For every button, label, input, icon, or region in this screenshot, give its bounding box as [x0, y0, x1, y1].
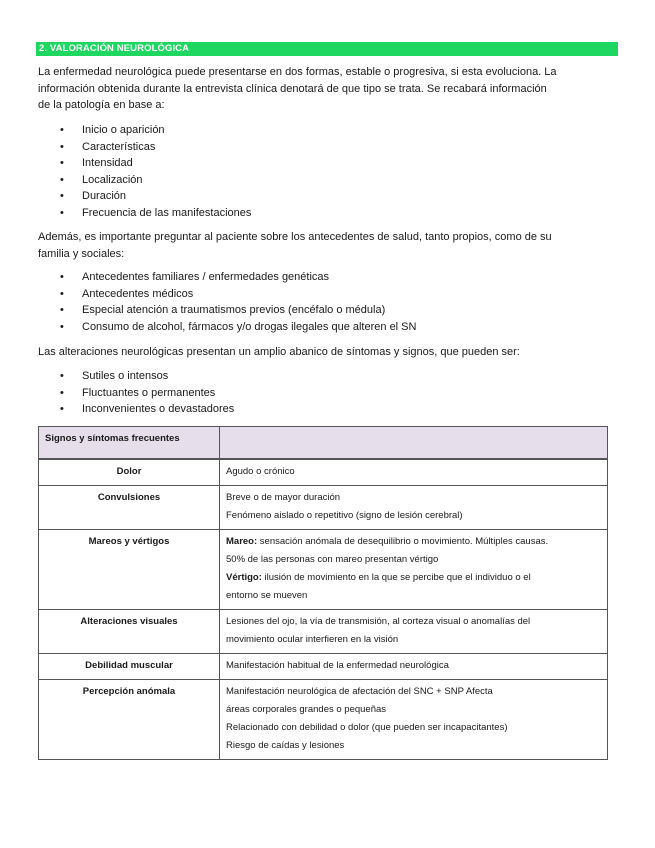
bullet-icon: • [60, 206, 64, 219]
bullet-icon: • [60, 157, 64, 169]
history-line-1: Además, es importante preguntar al paciente sobre los antecedentes de salud, tanto propios, como de su [38, 231, 552, 243]
list-item: • Localización [38, 172, 251, 189]
table-row [39, 680, 608, 760]
intro-line-1: La enfermedad neurológica puede presentarse en dos formas, estable o progresiva, si esta evoluciona. La [38, 66, 557, 78]
pathology-criteria-list [38, 122, 251, 221]
alterations-list [38, 368, 234, 418]
row-label: Convulsiones [39, 486, 220, 530]
list-item: • Características [38, 139, 251, 156]
bullet-icon: • [60, 124, 64, 136]
table-row [39, 460, 608, 486]
row-label: Alteraciones visuales [39, 610, 220, 654]
bullet-icon: • [60, 304, 64, 316]
bullet-icon: • [60, 287, 64, 300]
row-label: Percepción anómala [39, 680, 220, 760]
row-content: Agudo o crónico [220, 460, 608, 486]
bullet-icon: • [60, 370, 64, 382]
list-item: • Inicio o aparición [38, 122, 251, 139]
list-item: • Frecuencia de las manifestaciones [38, 205, 251, 222]
bullet-icon: • [60, 386, 64, 399]
bullet-icon: • [60, 140, 64, 153]
bullet-icon: • [60, 403, 64, 415]
history-line-2: familia y sociales: [38, 247, 125, 260]
row-content: Mareo: sensación anómala de desequilibrio o movimiento. Múltiples causas. 50% de las personas con mareo presentan vértigo Vértigo: ilusión de movimiento en la que se percibe que el individuo o el entorno se mueven [220, 530, 608, 610]
history-list [38, 269, 416, 335]
list-item: • Consumo de alcohol, fármacos y/o drogas ilegales que alteren el SN [38, 319, 416, 336]
list-item: • Fluctuantes o permanentes [38, 385, 234, 402]
intro-paragraph [38, 64, 578, 114]
bullet-icon: • [60, 173, 64, 186]
list-item: • Antecedentes médicos [38, 286, 416, 303]
alterations-paragraph: Las alteraciones neurológicas presentan un amplio abanico de síntomas y signos, que pueden ser: [38, 346, 520, 358]
table-header-empty-cell [220, 427, 608, 459]
bullet-icon: • [60, 271, 64, 283]
row-label: Debilidad muscular [39, 654, 220, 680]
table-row [39, 530, 608, 610]
table-row [39, 654, 608, 680]
list-item: • Antecedentes familiares / enfermedades genéticas [38, 269, 416, 286]
list-item: • Sutiles o intensos [38, 368, 234, 385]
section-title: 2. VALORACIÓN NEUROLÓGICA [36, 42, 618, 56]
table-header-row [39, 427, 608, 459]
table-row [39, 610, 608, 654]
intro-line-2: información obtenida durante la entrevista clínica denotará de que tipo se trata. Se recabará información [38, 82, 547, 95]
table-row [39, 486, 608, 530]
list-item: • Intensidad [38, 155, 251, 172]
list-item: • Inconvenientes o devastadores [38, 401, 234, 418]
row-label: Dolor [39, 460, 220, 486]
row-content: Breve o de mayor duración Fenómeno aislado o repetitivo (signo de lesión cerebral) [220, 486, 608, 530]
list-item: • Duración [38, 188, 251, 205]
row-content: Manifestación neurológica de afectación del SNC + SNP Afecta áreas corporales grandes o pequeñas Relacionado con debilidad o dolor (que pueden ser incapacitantes) Riesgo de caídas y lesiones [220, 680, 608, 760]
bullet-icon: • [60, 190, 64, 202]
table-header-cell: Signos y síntomas frecuentes [39, 427, 220, 459]
symptoms-table [38, 426, 608, 760]
history-paragraph [38, 229, 578, 262]
row-content: Lesiones del ojo, la vía de transmisión, al corteza visual o anomalías del movimiento ocular interfieren en la visión [220, 610, 608, 654]
row-label: Mareos y vértigos [39, 530, 220, 610]
row-content: Manifestación habitual de la enfermedad neurológica [220, 654, 608, 680]
list-item: • Especial atención a traumatismos previos (encéfalo o médula) [38, 302, 416, 319]
intro-line-3: de la patología en base a: [38, 99, 165, 111]
bullet-icon: • [60, 320, 64, 333]
